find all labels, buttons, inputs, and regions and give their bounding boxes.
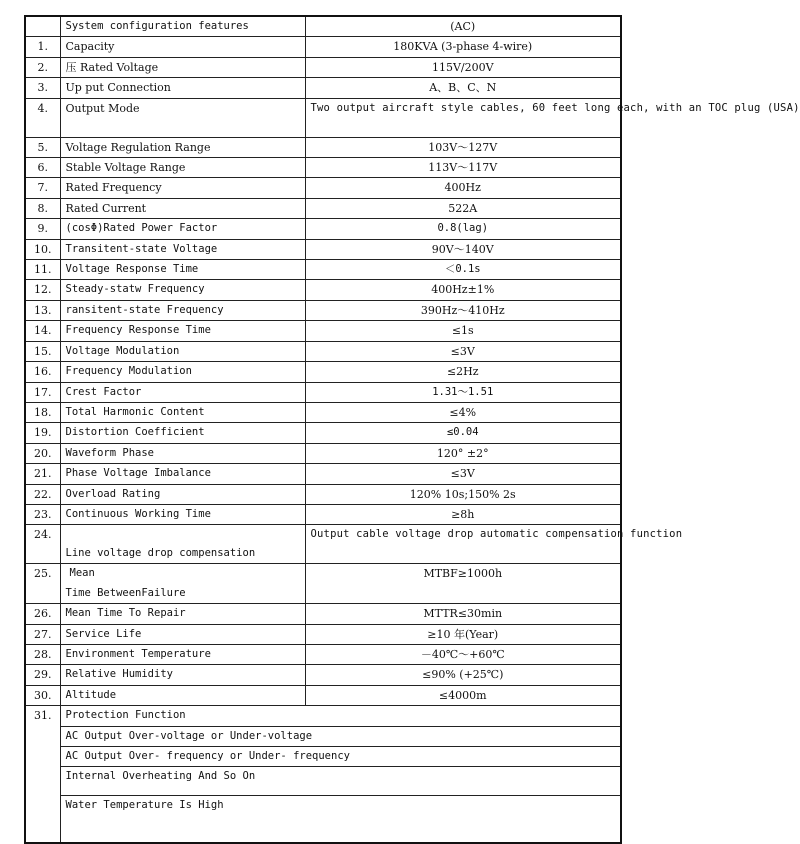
row-feature: Altitude [60, 685, 305, 705]
table-row [25, 644, 621, 664]
row-feature: Transitent-state Voltage [60, 239, 305, 259]
mtbf-label-line2: Time BetweenFailure [65, 586, 186, 599]
spec-table [24, 15, 800, 844]
row-value: ≤1s [305, 321, 621, 341]
row-value: 120% 10s;150% 2s [305, 484, 621, 504]
table-row [25, 78, 621, 98]
row-number: 20. [25, 443, 60, 463]
row-feature [60, 564, 305, 604]
table-row [25, 137, 621, 157]
row-number: 25. [25, 564, 60, 604]
table-row [25, 57, 621, 77]
protection-title-row [25, 706, 621, 726]
row-number: 30. [25, 685, 60, 705]
table-row [25, 178, 621, 198]
table-row [25, 98, 621, 137]
row-number: 9. [25, 219, 60, 239]
row-feature: Frequency Response Time [60, 321, 305, 341]
table-row [25, 464, 621, 484]
table-row [25, 239, 621, 259]
row-number: 19. [25, 423, 60, 443]
row-feature: Phase Voltage Imbalance [60, 464, 305, 484]
row-number: 27. [25, 624, 60, 644]
row-number: 6. [25, 158, 60, 178]
row-feature: Up put Connection [60, 78, 305, 98]
row-value: 0.8(lag) [305, 219, 621, 239]
row-number: 1. [25, 37, 60, 57]
table-row [25, 280, 621, 300]
table-row [25, 624, 621, 644]
table-row [25, 321, 621, 341]
row-feature: 压 Rated Voltage [60, 57, 305, 77]
table-row [25, 198, 621, 218]
row-value: ≤3V [305, 464, 621, 484]
row-feature: Relative Humidity [60, 665, 305, 685]
row-value: ≤2Hz [305, 362, 621, 382]
row-value: 400Hz [305, 178, 621, 198]
row-feature: Total Harmonic Content [60, 402, 305, 422]
row-value: 400Hz±1% [305, 280, 621, 300]
protection-item: Internal Overheating And So On [60, 767, 621, 796]
table-row [25, 604, 621, 624]
row-feature: Steady-statw Frequency [60, 280, 305, 300]
row-value: ≤4000m [305, 685, 621, 705]
row-number: 21. [25, 464, 60, 484]
row-feature: Service Life [60, 624, 305, 644]
row-number: 26. [25, 604, 60, 624]
row-value: 90V～140V [305, 239, 621, 259]
row-feature: Mean Time To Repair [60, 604, 305, 624]
row-feature: Overload Rating [60, 484, 305, 504]
header-feature-cell: System configuration features [60, 16, 305, 37]
row-feature: Stable Voltage Range [60, 158, 305, 178]
protection-item-row [25, 726, 621, 746]
row-feature: Line voltage drop compensation [60, 525, 305, 564]
row-feature: Rated Frequency [60, 178, 305, 198]
protection-item: AC Output Over- frequency or Under- frequency [60, 747, 621, 767]
table-row [25, 382, 621, 402]
row-value: ≤0.04 [305, 423, 621, 443]
row-value: MTBF≥1000h [305, 564, 621, 604]
row-feature: Output Mode [60, 98, 305, 137]
row-value: 120° ±2° [305, 443, 621, 463]
row-feature: Waveform Phase [60, 443, 305, 463]
protection-item-row [25, 767, 621, 796]
row-value: ≤90% (+25℃) [305, 665, 621, 685]
row-value: 1.31～1.51 [305, 382, 621, 402]
row-feature: Voltage Response Time [60, 260, 305, 280]
header-num-cell [25, 16, 60, 37]
row-feature: Voltage Modulation [60, 341, 305, 361]
table-row [25, 564, 621, 604]
table-row [25, 362, 621, 382]
protection-item: AC Output Over-voltage or Under-voltage [60, 726, 621, 746]
row-feature: Voltage Regulation Range [60, 137, 305, 157]
row-number: 28. [25, 644, 60, 664]
row-value: Output cable voltage drop automatic compensation function [305, 525, 621, 564]
row-value: ≤4% [305, 402, 621, 422]
table-row [25, 685, 621, 705]
row-feature: Environment Temperature [60, 644, 305, 664]
mtbf-label-line1: Mean [69, 567, 95, 580]
table-header-row [25, 16, 621, 37]
table-row [25, 37, 621, 57]
table-row [25, 504, 621, 524]
row-value: A、B、C、N [305, 78, 621, 98]
row-number: 18. [25, 402, 60, 422]
row-value: ＜0.1s [305, 260, 621, 280]
protection-item-row [25, 796, 621, 844]
row-number: 3. [25, 78, 60, 98]
row-value: 115V/200V [305, 57, 621, 77]
row-value: ≥8h [305, 504, 621, 524]
row-value: 390Hz～410Hz [305, 300, 621, 320]
row-number: 13. [25, 300, 60, 320]
row-value: Two output aircraft style cables, 60 feet long each, with an TOC plug (USA) [305, 98, 621, 137]
row-number: 11. [25, 260, 60, 280]
row-number: 4. [25, 98, 60, 137]
row-number: 15. [25, 341, 60, 361]
row-number: 23. [25, 504, 60, 524]
table-row [25, 665, 621, 685]
row-value: －40℃～+60℃ [305, 644, 621, 664]
row-feature: Crest Factor [60, 382, 305, 402]
table-row [25, 443, 621, 463]
row-number: 5. [25, 137, 60, 157]
row-number: 14. [25, 321, 60, 341]
table-row [25, 423, 621, 443]
protection-item: Water Temperature Is High [60, 796, 621, 844]
protection-item-row [25, 747, 621, 767]
row-value: ≤3V [305, 341, 621, 361]
header-value-cell: (AC) [305, 16, 621, 37]
row-number: 17. [25, 382, 60, 402]
table-row [25, 484, 621, 504]
row-value: 180KVA (3-phase 4-wire) [305, 37, 621, 57]
protection-title: Protection Function [60, 706, 621, 726]
table-row [25, 260, 621, 280]
row-value: ≥10 年(Year) [305, 624, 621, 644]
table-row [25, 341, 621, 361]
row-number: 7. [25, 178, 60, 198]
row-number: 22. [25, 484, 60, 504]
row-number: 24. [25, 525, 60, 564]
row-value: 103V～127V [305, 137, 621, 157]
row-number: 8. [25, 198, 60, 218]
row-feature: Distortion Coefficient [60, 423, 305, 443]
row-feature: Continuous Working Time [60, 504, 305, 524]
row-feature: Frequency Modulation [60, 362, 305, 382]
row-number: 29. [25, 665, 60, 685]
row-feature: (cosΦ)Rated Power Factor [60, 219, 305, 239]
row-value: 113V～117V [305, 158, 621, 178]
row-value: 522A [305, 198, 621, 218]
table-row [25, 158, 621, 178]
row-feature: ransitent-state Frequency [60, 300, 305, 320]
table-row [25, 525, 621, 564]
row-feature: Rated Current [60, 198, 305, 218]
table-row [25, 402, 621, 422]
row-value: MTTR≤30min [305, 604, 621, 624]
table-row [25, 300, 621, 320]
row-number: 16. [25, 362, 60, 382]
row-number: 10. [25, 239, 60, 259]
row-number: 12. [25, 280, 60, 300]
table-row [25, 219, 621, 239]
row-feature: Capacity [60, 37, 305, 57]
row-number: 2. [25, 57, 60, 77]
row-number: 31. [25, 706, 60, 844]
